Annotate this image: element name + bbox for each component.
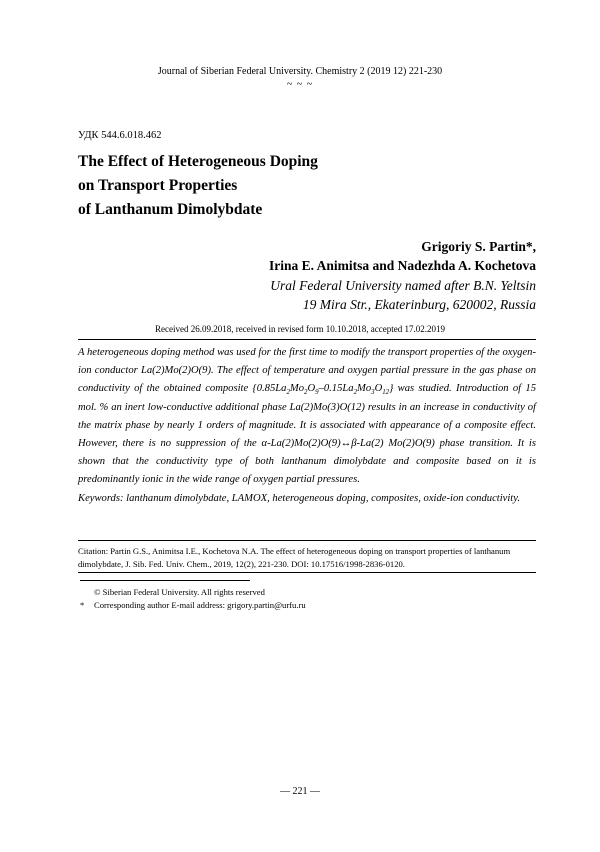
udk-code: УДК 544.6.018.462: [78, 130, 162, 141]
title-line: on Transport Properties: [78, 177, 238, 194]
footnote-rule: [80, 580, 250, 581]
affiliation-line: 19 Mira Str., Ekaterinburg, 620002, Russia: [302, 297, 536, 312]
divider-top: [78, 339, 536, 340]
footnotes: [80, 586, 306, 611]
affiliation-line: Ural Federal University named after B.N. Yeltsin: [270, 278, 536, 293]
keywords: Keywords: lanthanum dimolybdate, LAMOX, heterogeneous doping, composites, oxide-ion conductivity.: [78, 493, 521, 504]
citation: Citation: Partin G.S., Animitsa I.E., Kochetova N.A. The effect of heterogeneous doping on transport properties of lanthanum dimolybdate, J. Sib. Fed. Univ. Chem., 2019, 12(2), 221-230. DOI: 10.17516/1998-2836-0120.: [78, 546, 511, 569]
footnote-mark: [80, 586, 94, 599]
abstract-text: A heterogeneous doping method was used for the first time to modify the transport properties of the oxygen-ion conductor La(2)Mo(2)O(9). The effect of temperature and oxygen partial pressure in the gas phase on conductivity of the obtained composite $\{0.85La_2Mo_2O_9-0.15La_2Mo_3O_{12}\}$ was studied. Introduction of 15 mol. % an inert low-conductive additional phase La(2)Mo(3)O(12) results in an increase in conductivity of the matrix phase by nearly 1 orders of magnitude. It is associated with appearance of a composite effect. However, there is no suppression of the α-La(2)Mo(2)O(9)↔β-La(2) Mo(2)O(9) phase transition. It is shown that the conductivity type of both lanthanum dimolybdate and composite based on it is predominantly ionic in the wide range of oxygen partial pressures.: [78, 347, 536, 486]
divider-citation-bottom: [78, 572, 536, 573]
footnote: [80, 599, 306, 612]
footnote-mark: *: [80, 599, 85, 610]
footnote-text: Corresponding author E-mail address: grigory.partin@urfu.ru: [94, 599, 306, 610]
footnote: [80, 586, 306, 599]
article-title: [78, 150, 518, 222]
authors: [269, 237, 536, 275]
divider-citation-top: [78, 540, 536, 541]
affiliation: [270, 276, 536, 314]
title-line: The Effect of Heterogeneous Doping: [78, 153, 318, 170]
author-line: Grigoriy S. Partin*,: [421, 239, 536, 254]
title-line: of Lanthanum Dimolybdate: [78, 201, 263, 218]
abstract: [78, 344, 536, 490]
author-line: Irina E. Animitsa and Nadezhda A. Kochetova: [268, 258, 536, 273]
journal-header: Journal of Siberian Federal University. Chemistry 2 (2019 12) 221-230: [157, 66, 443, 77]
header-separator: ~ ~ ~: [286, 79, 314, 90]
received-dates: Received 26.09.2018, received in revised form 10.10.2018, accepted 17.02.2019: [155, 324, 445, 334]
page-number: — 221 —: [280, 786, 320, 797]
footnote-text: © Siberian Federal University. All rights reserved: [94, 587, 265, 597]
